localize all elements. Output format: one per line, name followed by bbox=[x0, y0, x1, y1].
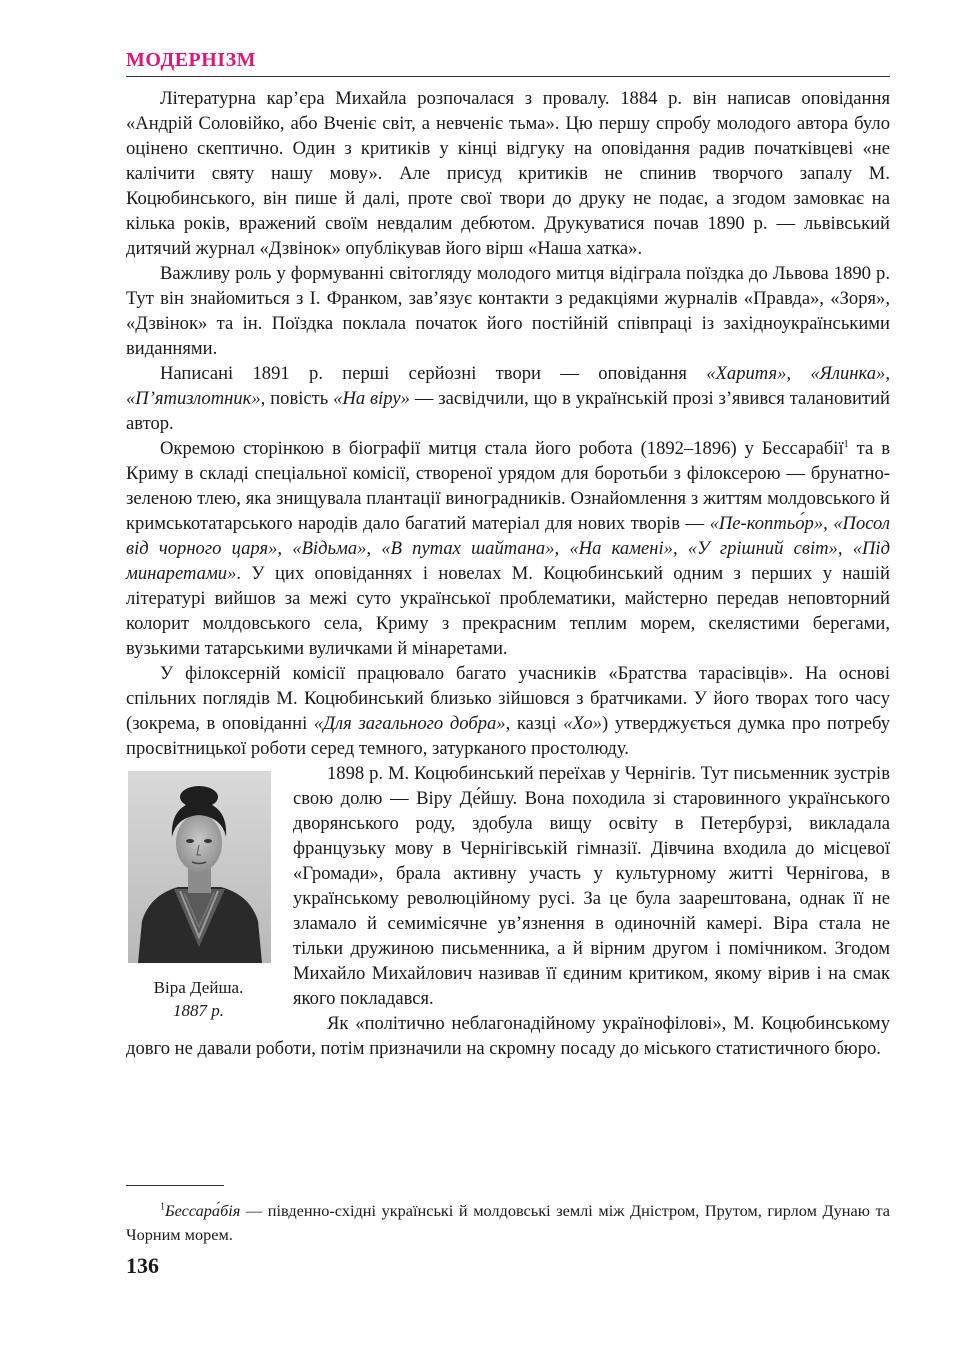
paragraph-3 bbox=[126, 361, 890, 436]
paragraph-5 bbox=[126, 661, 890, 761]
portrait-caption bbox=[126, 976, 271, 1022]
paragraph-6: 1898 р. М. Коцюбинський переїхав у Чернігів. Тут письменник зустрів свою долю — Віру Де́йшу. Вона походила зі старовинного українського дворянського роду, здобула вищу освіту в Петербурзі, викладала французьку мову в Чернігівській гімназії. Дівчина входила до місцевої «Громади», брала активну участь у культурному житті Чернігова, в українському революційному русі. За це була заарештована, однак її не зламало й семимісячне ув’язнення в одиночній камері. Віра стала не тільки дружиною письменника, а й вірним другом і помічником. Згодом Михайло Михайлович називав її єдиним критиком, якому вірив і на смак якого покладався. bbox=[293, 763, 890, 1009]
portrait-photo bbox=[128, 771, 271, 963]
portrait-figure bbox=[126, 771, 271, 1022]
work-title: «Для загального добра» bbox=[313, 713, 506, 734]
footnote-term: Бессара́бія bbox=[165, 1201, 241, 1220]
work-titles: «Харитя», «Ялинка», «П’ятизлотник» bbox=[126, 363, 890, 409]
caption-year: 1887 р. bbox=[173, 1001, 224, 1020]
text-span: ) утверджується думка про потребу просвітницької роботи серед темного, затурканого простолюду. bbox=[126, 713, 891, 759]
paragraph-1: Літературна кар’єра Михайла розпочалася з провалу. 1884 р. він написав оповідання «Андрій Соловійко, або Вченіє світ, а невченіє тьма». Цю першу спробу молодого автора було оцінено скептично. Один з критиків у кінці відгуку на оповідання радив початківцеві «не калічити святу нашу мову». Але присуд критиків не спинив творчого запалу М. Коцюбинського, він пише й далі, проте свої твори до друку не подає, а згодом замовкає на кілька років, вражений своїм невдалим дебютом. Друкуватися почав 1890 р. — львівський дитячий журнал «Дзвінок» опублікував його вірш «Наша хатка». bbox=[126, 88, 890, 259]
text-span: Написані 1891 р. перші серйозні твори — оповідання bbox=[160, 363, 707, 384]
footnote bbox=[126, 1199, 890, 1247]
text-span: , повість bbox=[260, 388, 334, 409]
text-span: У філоксерній комісії працювало багато учасників «Братства тарасівців». На основі спільних поглядів М. Коцюбинський близько зійшовся з братчиками. У його творах того часу (зокрема, в оповіданні bbox=[126, 663, 890, 734]
page-number: 136 bbox=[126, 1253, 159, 1278]
header-rule bbox=[126, 76, 890, 77]
footnote-ref: 1 bbox=[843, 438, 849, 450]
text-span: . У цих оповіданнях і новелах М. Коцюбинський одним з перших у нашій літературі вийшов за межі суто української проблематики, майстерно передав неповторний колорит молдовського села, Криму з прекрасним теплим морем, скелястими берегами, вузькими татарськими вуличками й мінаретами. bbox=[126, 563, 890, 659]
work-title: «Хо» bbox=[563, 713, 602, 734]
work-title: «На віру» bbox=[333, 388, 410, 409]
footnote-rule bbox=[126, 1185, 224, 1186]
work-titles: «Пе-коптьо́р», «Посол від чорного царя», «Відьма», «В путах шайтана», «На камені», «У грішний світ», «Під минаретами» bbox=[126, 513, 890, 584]
caption-name: Віра Дейша. bbox=[153, 978, 244, 997]
paragraph-4 bbox=[126, 436, 890, 661]
body-text bbox=[126, 86, 890, 1061]
paragraph-7: Як «політично неблагонадійному українофілові», М. Коцюбинському довго не давали роботи, потім призначили на скромну посаду до міського статистичного бюро. bbox=[126, 1013, 890, 1059]
text-span: , казці bbox=[505, 713, 564, 734]
footnote-marker: 1 bbox=[160, 1201, 165, 1213]
paragraph-2: Важливу роль у формуванні світогляду молодого митця відіграла поїздка до Львова 1890 р. Тут він знайомиться з І. Франком, зав’язує контакти з редакціями журналів «Правда», «Зоря», «Дзвінок» та ін. Поїздка поклала початок його постійній співпраці із західноукраїнськими виданнями. bbox=[126, 263, 890, 359]
footnote-text: — південно-східні українські й молдовські землі між Дністром, Прутом, гирлом Дунаю та Чорним морем. bbox=[126, 1201, 890, 1244]
text-span: Окремою сторінкою в біографії митця стала його робота (1892–1896) у Бессарабії bbox=[160, 438, 844, 459]
text-span: — засвідчили, що в українській прозі з’явився талановитий автор. bbox=[126, 388, 890, 434]
text-span: та в Криму в складі спеціальної комісії, створеної урядом для боротьби з філоксерою — брунатно-зеленою тлею, яка знищувала плантації виноградників. Ознайомлення з життям молдовського й кримськотатарського народів дало багатий матеріал для нових творів — bbox=[126, 438, 891, 534]
section-title: МОДЕРНІЗМ bbox=[126, 49, 257, 71]
